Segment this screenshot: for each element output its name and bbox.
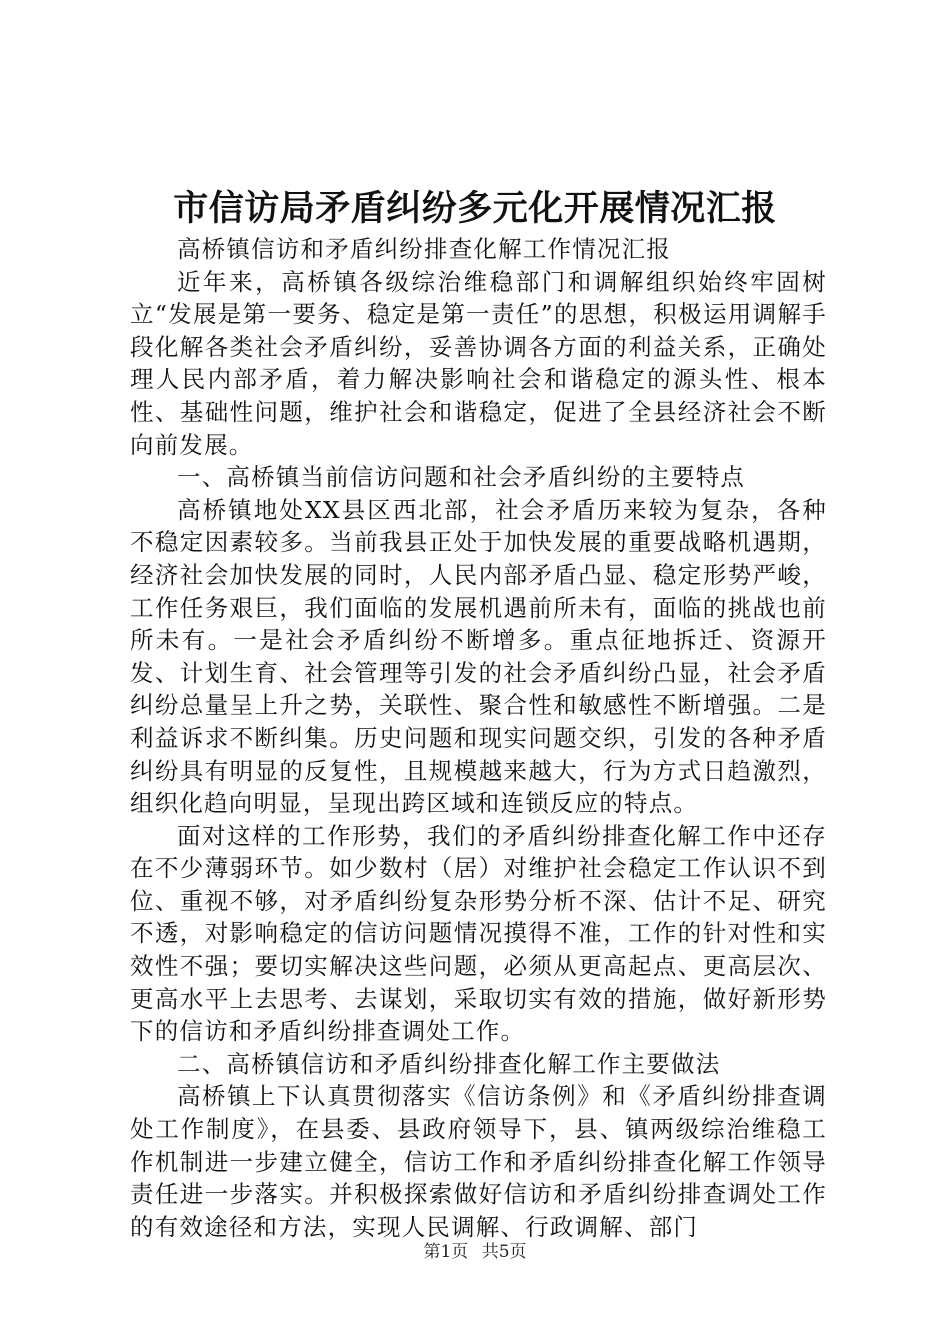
intro-paragraph: 近年来，高桥镇各级综治维稳部门和调解组织始终牢固树立“发展是第一要务、稳定是第一责任”的思想，积极运用调解手段化解各类社会矛盾纠纷，妥善协调各方面的利益关系，正确处理人民内部矛盾，着力解决影响社会和谐稳定的源头性、根本性、基础性问题，维护社会和谐稳定，促进了全县经济社会不断向前发展。 <box>130 267 827 459</box>
body-paragraph: 高桥镇地处XX县区西北部，社会矛盾历来较为复杂，各种不稳定因素较多。当前我县正处于加快发展的重要战略机遇期，经济社会加快发展的同时，人民内部矛盾凸显、稳定形势严峻，工作任务艰巨，我们面临的发展机遇前所未有，面临的挑战也前所未有。一是社会矛盾纠纷不断增多。重点征地拆迁、资源开发、计划生育、社会管理等引发的社会矛盾纠纷凸显，社会矛盾纠纷总量呈上升之势，关联性、聚合性和敏感性不断增强。二是利益诉求不断纠集。历史问题和现实问题交织，引发的各种矛盾纠纷具有明显的反复性，且规模越来越大，行为方式日趋激烈，组织化趋向明显，呈现出跨区域和连锁反应的特点。 <box>130 495 827 818</box>
page-footer <box>0 1240 950 1264</box>
body-paragraph: 面对这样的工作形势，我们的矛盾纠纷排查化解工作中还存在不少薄弱环节。如少数村（居）对维护社会稳定工作认识不到位、重视不够，对矛盾纠纷复杂形势分析不深、估计不足、研究不透，对影响稳定的信访问题情况摸得不准，工作的针对性和实效性不强；要切实解决这些问题，必须从更高起点、更高层次、更高水平上去思考、去谋划，采取切实有效的措施，做好新形势下的信访和矛盾纠纷排查调处工作。 <box>130 821 827 1046</box>
subtitle-paragraph: 高桥镇信访和矛盾纠纷排查化解工作情况汇报 <box>177 235 671 263</box>
body-paragraph: 高桥镇上下认真贯彻落实《信访条例》和《矛盾纠纷排查调处工作制度》，在县委、县政府领导下，县、镇两级综治维稳工作机制进一步建立健全，信访工作和矛盾纠纷排查化解工作领导责任进一步落实。并积极探索做好信访和矛盾纠纷排查调处工作的有效途径和方法，实现人民调解、行政调解、部门 <box>130 1082 827 1241</box>
page-total: 共5页 <box>481 1242 527 1262</box>
page-number: 第1页 <box>423 1242 469 1262</box>
document-body <box>130 233 827 1243</box>
document-title: 市信访局矛盾纠纷多元化开展情况汇报 <box>173 188 777 229</box>
section-heading-2: 二、高桥镇信访和矛盾纠纷排查化解工作主要做法 <box>177 1049 721 1078</box>
section-heading-1: 一、高桥镇当前信访问题和社会矛盾纠纷的主要特点 <box>177 463 746 492</box>
